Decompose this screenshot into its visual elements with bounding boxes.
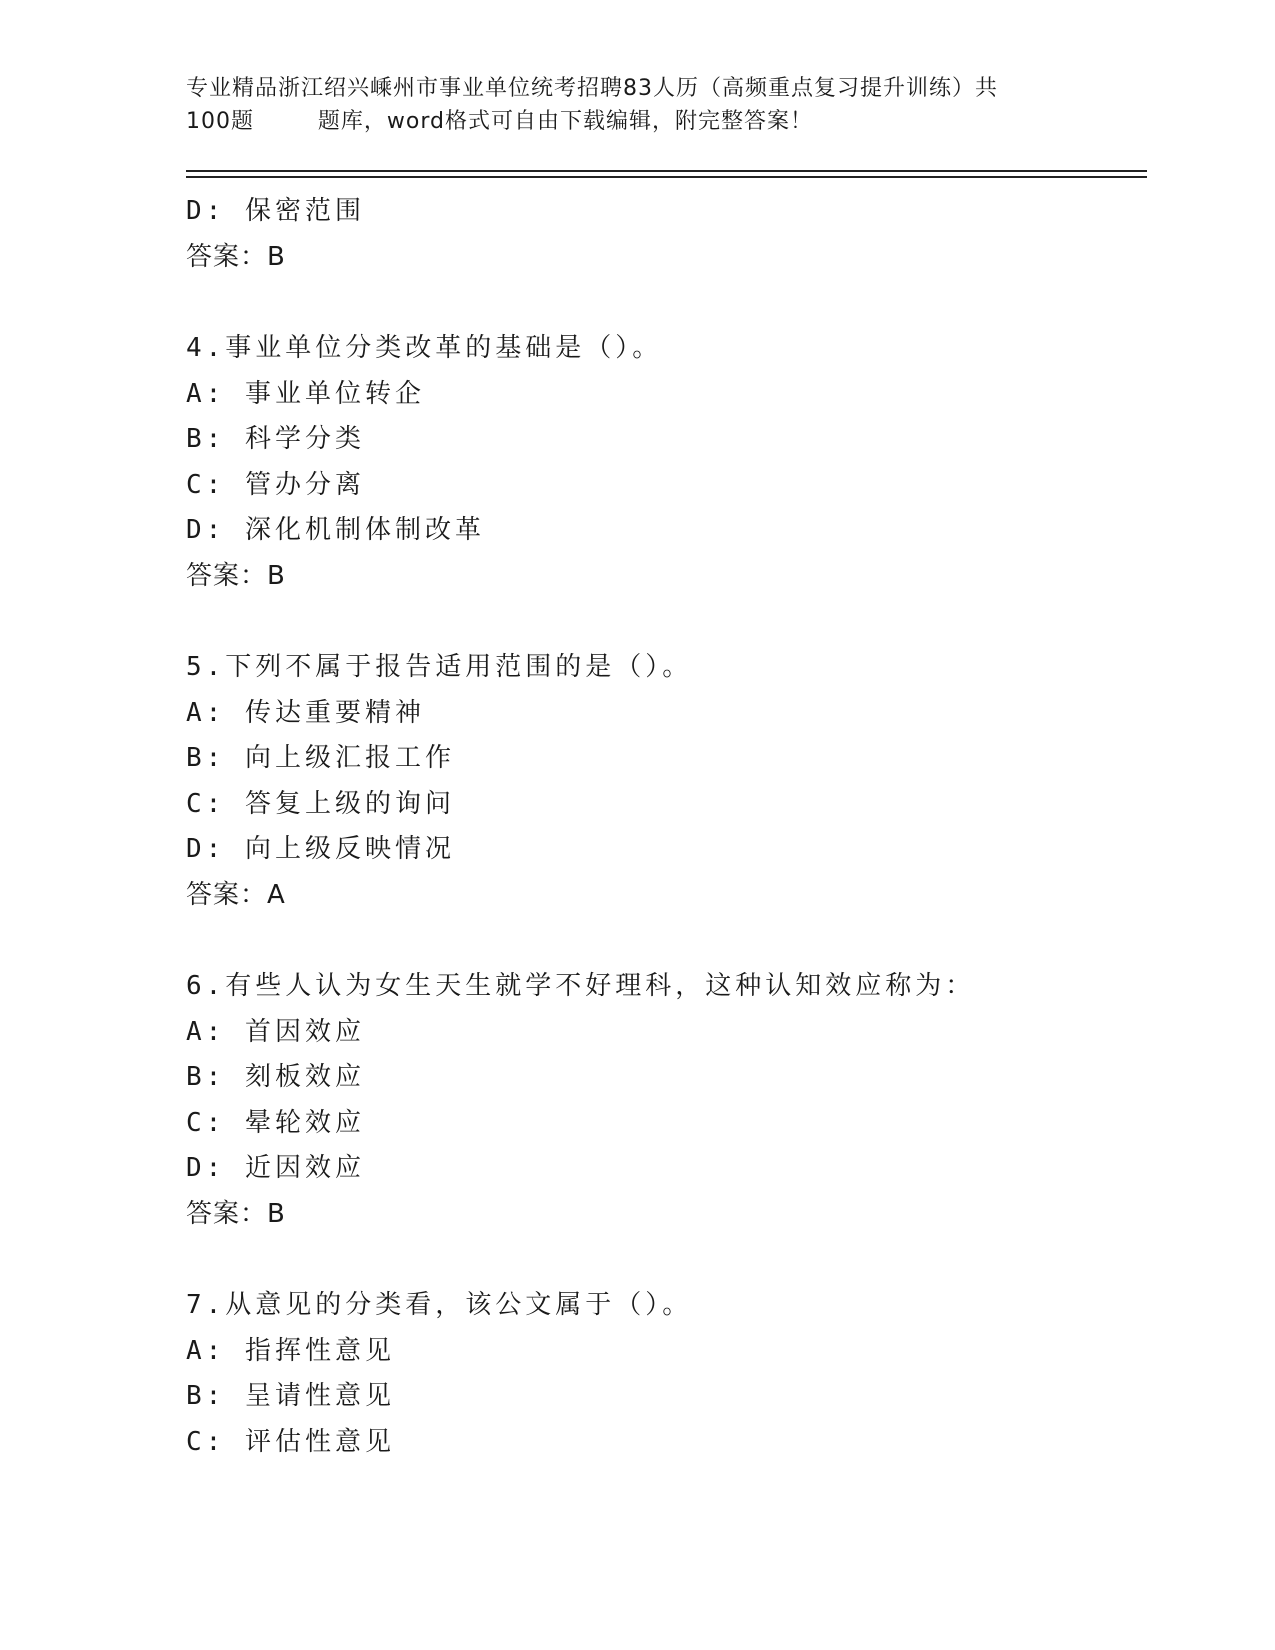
question-7: [186, 1283, 1086, 1465]
option-d: D: 近因效应: [186, 1153, 365, 1183]
header-title-line-2: 100题 题库，word格式可自由下载编辑，附完整答案！: [186, 109, 814, 134]
option-b: B: 呈请性意见: [186, 1381, 395, 1411]
header-rule-top: [186, 170, 1147, 172]
question-stem: 4.事业单位分类改革的基础是（）。: [186, 333, 663, 363]
question-stem: 7.从意见的分类看，该公文属于（）。: [186, 1290, 693, 1320]
document-header: [186, 72, 1086, 138]
question-content: [186, 189, 1086, 1465]
answer-line: 答案：A: [186, 879, 286, 910]
answer-line: 答案：B: [186, 241, 286, 272]
option-c: C: 评估性意见: [186, 1426, 395, 1457]
header-title-line-1: 专业精品浙江绍兴嵊州市事业单位统考招聘83人历（高频重点复习提升训练）共: [186, 76, 998, 101]
option-c: C: 晕轮效应: [186, 1107, 365, 1138]
option-d: D: 保密范围: [186, 196, 365, 226]
question-stem: 6.有些人认为女生天生就学不好理科，这种认知效应称为：: [186, 971, 976, 1001]
option-a: A: 传达重要精神: [186, 697, 425, 728]
question-6: [186, 964, 1086, 1237]
answer-line: 答案：B: [186, 560, 286, 591]
previous-question-tail: [186, 189, 1086, 280]
question-4: [186, 326, 1086, 599]
option-c: C: 管办分离: [186, 469, 365, 500]
option-c: C: 答复上级的询问: [186, 788, 455, 819]
question-5: [186, 645, 1086, 918]
option-b: B: 向上级汇报工作: [186, 743, 455, 773]
header-rule-bottom: [186, 176, 1147, 178]
answer-line: 答案：B: [186, 1198, 286, 1229]
option-a: A: 事业单位转企: [186, 378, 425, 409]
option-d: D: 深化机制体制改革: [186, 515, 485, 545]
question-stem: 5.下列不属于报告适用范围的是（）。: [186, 652, 693, 682]
option-b: B: 科学分类: [186, 424, 365, 454]
option-d: D: 向上级反映情况: [186, 834, 455, 864]
option-a: A: 指挥性意见: [186, 1335, 395, 1366]
option-b: B: 刻板效应: [186, 1062, 365, 1092]
option-a: A: 首因效应: [186, 1016, 365, 1047]
